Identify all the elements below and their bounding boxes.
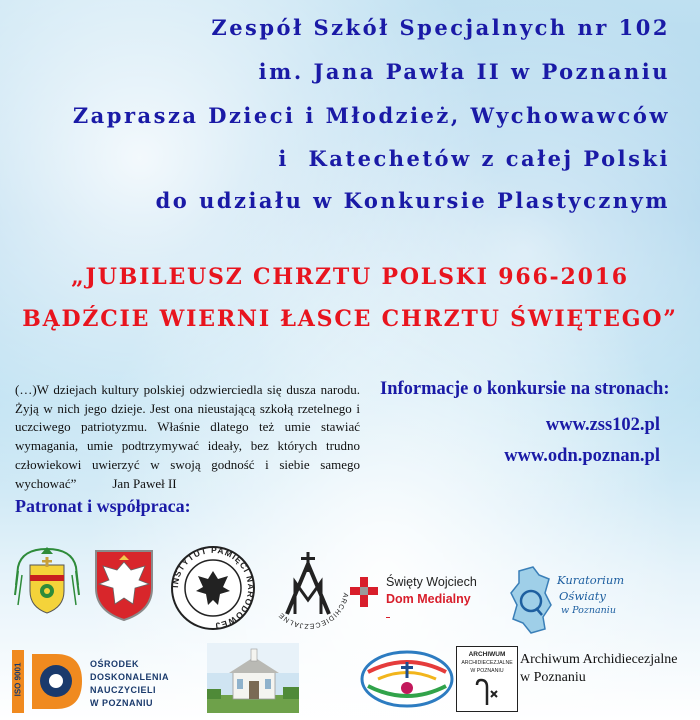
swiety-wojciech-line-1: Święty Wojciech bbox=[386, 575, 477, 589]
header-line-4: i Katechetów z całej Polski bbox=[278, 146, 670, 171]
archiwum-emblem bbox=[456, 646, 518, 712]
odn-line-2: DOSKONALENIA bbox=[90, 672, 170, 682]
header-line-1: Zespół Szkół Specjalnych nr 102 bbox=[211, 15, 670, 40]
header-line-5: do udziału w Konkursie Plastycznym bbox=[155, 188, 670, 213]
ipn-seal-ring-text: INSTYTUT PAMIĘCI NARODOWEJ bbox=[169, 544, 257, 632]
archiwum-line-2: w Poznaniu bbox=[520, 670, 586, 685]
quote-text: (…)W dziejach kultury polskiej odzwierciedla się dusza narodu. Żyją w nich jego dzieje. Jest ona nieustającą szkołą rzetelnego i uczciwego patriotyzmu. Właśnie dlatego też umie stawiać wymagania, umie podtrzymywać ideały, bez których trudno człowiekowi uwierzyć w swoją godność i siebie samego wychować” bbox=[15, 382, 360, 491]
quote-author: Jan Paweł II bbox=[112, 475, 177, 491]
archdiocese-monogram-logo bbox=[267, 542, 349, 634]
odn-line-4: W POZNANIU bbox=[90, 698, 153, 708]
quote-block bbox=[15, 381, 360, 493]
swiety-wojciech-logo bbox=[348, 573, 486, 623]
odn-poznan-logo bbox=[12, 650, 177, 715]
archbishop-coat-of-arms-logo bbox=[12, 545, 82, 620]
odn-line-3: NAUCZYCIELI bbox=[90, 685, 156, 695]
contest-title-line-2: BĄDŹCIE WIERNI ŁASCE CHRZTU ŚWIĘTEGO” bbox=[22, 306, 678, 332]
website-link-zss102[interactable]: www.zss102.pl bbox=[545, 415, 660, 435]
swiety-wojciech-line-2: Dom Medialny bbox=[386, 592, 471, 606]
odn-line-1: OŚRODEK bbox=[90, 659, 140, 669]
kuratorium-line-2: Oświaty bbox=[559, 589, 606, 603]
iso-9001-label: ISO 9001 bbox=[13, 662, 23, 697]
red-cross-icon bbox=[348, 575, 380, 609]
archdiocese-ring-text: ARCHIDIECEZJALNE bbox=[277, 592, 349, 630]
archiwum-line-1: Archiwum Archidiecezjalne bbox=[520, 652, 678, 667]
wielkopolska-map-icon bbox=[509, 565, 554, 635]
eagle-coat-of-arms-logo bbox=[93, 548, 155, 623]
website-link-odn[interactable]: www.odn.poznan.pl bbox=[504, 446, 660, 466]
kuratorium-oswiaty-logo bbox=[509, 565, 625, 640]
archiwum-box-line-3: W POZNANIU bbox=[470, 668, 504, 674]
kuratorium-line-3: w Poznaniu bbox=[561, 605, 616, 616]
kuratorium-line-1: Kuratorium bbox=[557, 573, 625, 587]
header-line-3: Zaprasza Dzieci i Młodzież, Wychowawców bbox=[72, 103, 670, 128]
crozier-icon bbox=[475, 677, 499, 707]
church-photo bbox=[207, 643, 299, 713]
youth-ministry-logo bbox=[358, 648, 456, 710]
archiwum-box-line-2: ARCHIDIECEZJALNE bbox=[461, 660, 513, 666]
contest-title-line-1: „JUBILEUSZ CHRZTU POLSKI 966-2016 bbox=[71, 264, 629, 290]
odn-emblem-icon bbox=[26, 650, 86, 713]
info-heading: Informacje o konkursie na stronach: bbox=[380, 379, 670, 399]
patronage-heading: Patronat i współpraca: bbox=[15, 496, 191, 516]
header-line-2: im. Jana Pawła II w Poznaniu bbox=[258, 59, 670, 84]
archiwum-box-line-1: ARCHIWUM bbox=[468, 651, 506, 658]
ipn-seal-logo bbox=[168, 543, 258, 633]
